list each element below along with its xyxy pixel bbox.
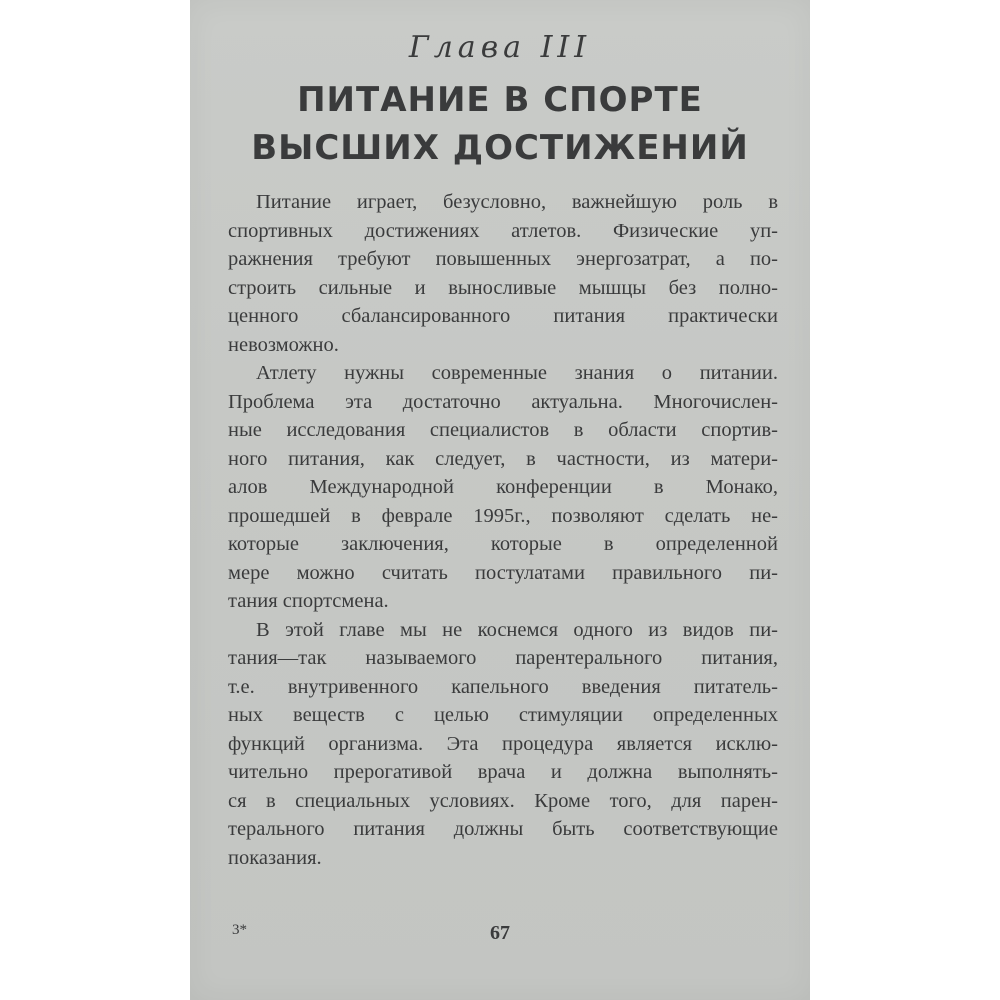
chapter-title-line-1: ПИТАНИЕ В СПОРТЕ [297,80,703,120]
text-line: невозможно. [228,333,339,356]
text-line: тания—так называемого парентерального питания, [228,647,778,669]
text-line: строить сильные и выносливые мышцы без полно- [228,276,778,299]
text-line: которые заключения, которые в определенной [228,533,778,555]
text-line: прошедшей в феврале 1995г., позволяют сделать не- [228,504,778,527]
book-page [190,0,810,1000]
chapter-label: Глава III [408,30,592,65]
text-line: ражнения требуют повышенных энергозатрат, а по- [228,248,778,270]
text-line: Атлету нужны современные знания о питании. [256,362,778,384]
text-line: спортивных достижениях атлетов. Физические уп- [228,219,778,242]
signature-mark: 3* [232,922,247,938]
text-line: ся в специальных условиях. Кроме того, для парен- [228,789,778,812]
text-line: ные исследования специалистов в области спортив- [228,419,778,441]
chapter-title-line-2: ВЫСШИХ ДОСТИЖЕНИЙ [251,128,749,168]
text-line: ценного сбалансированного питания практически [228,305,778,327]
text-line: показания. [228,846,322,869]
text-line: тания спортсмена. [228,590,389,612]
text-line: мере можно считать постулатами правильного пи- [228,561,778,584]
text-line: алов Международной конференции в Монако, [228,476,778,498]
text-line: ного питания, как следует, в частности, из матери- [228,447,778,470]
text-line: ных веществ с целью стимуляции определенных [228,704,778,726]
text-line: терального питания должны быть соответствующие [228,818,778,840]
text-line: чительно прерогативой врача и должна выполнять- [228,761,778,783]
text-line: Питание играет, безусловно, важнейшую роль в [256,191,778,213]
body-text [228,188,778,872]
page-number: 67 [490,922,510,944]
text-line: Проблема эта достаточно актуальна. Многочислен- [228,390,778,413]
text-line: функций организма. Эта процедура является исклю- [228,732,778,755]
text-line: т.е. внутривенного капельного введения питатель- [228,675,778,698]
chapter-title [190,76,810,172]
text-line: В этой главе мы не коснемся одного из видов пи- [256,618,778,641]
